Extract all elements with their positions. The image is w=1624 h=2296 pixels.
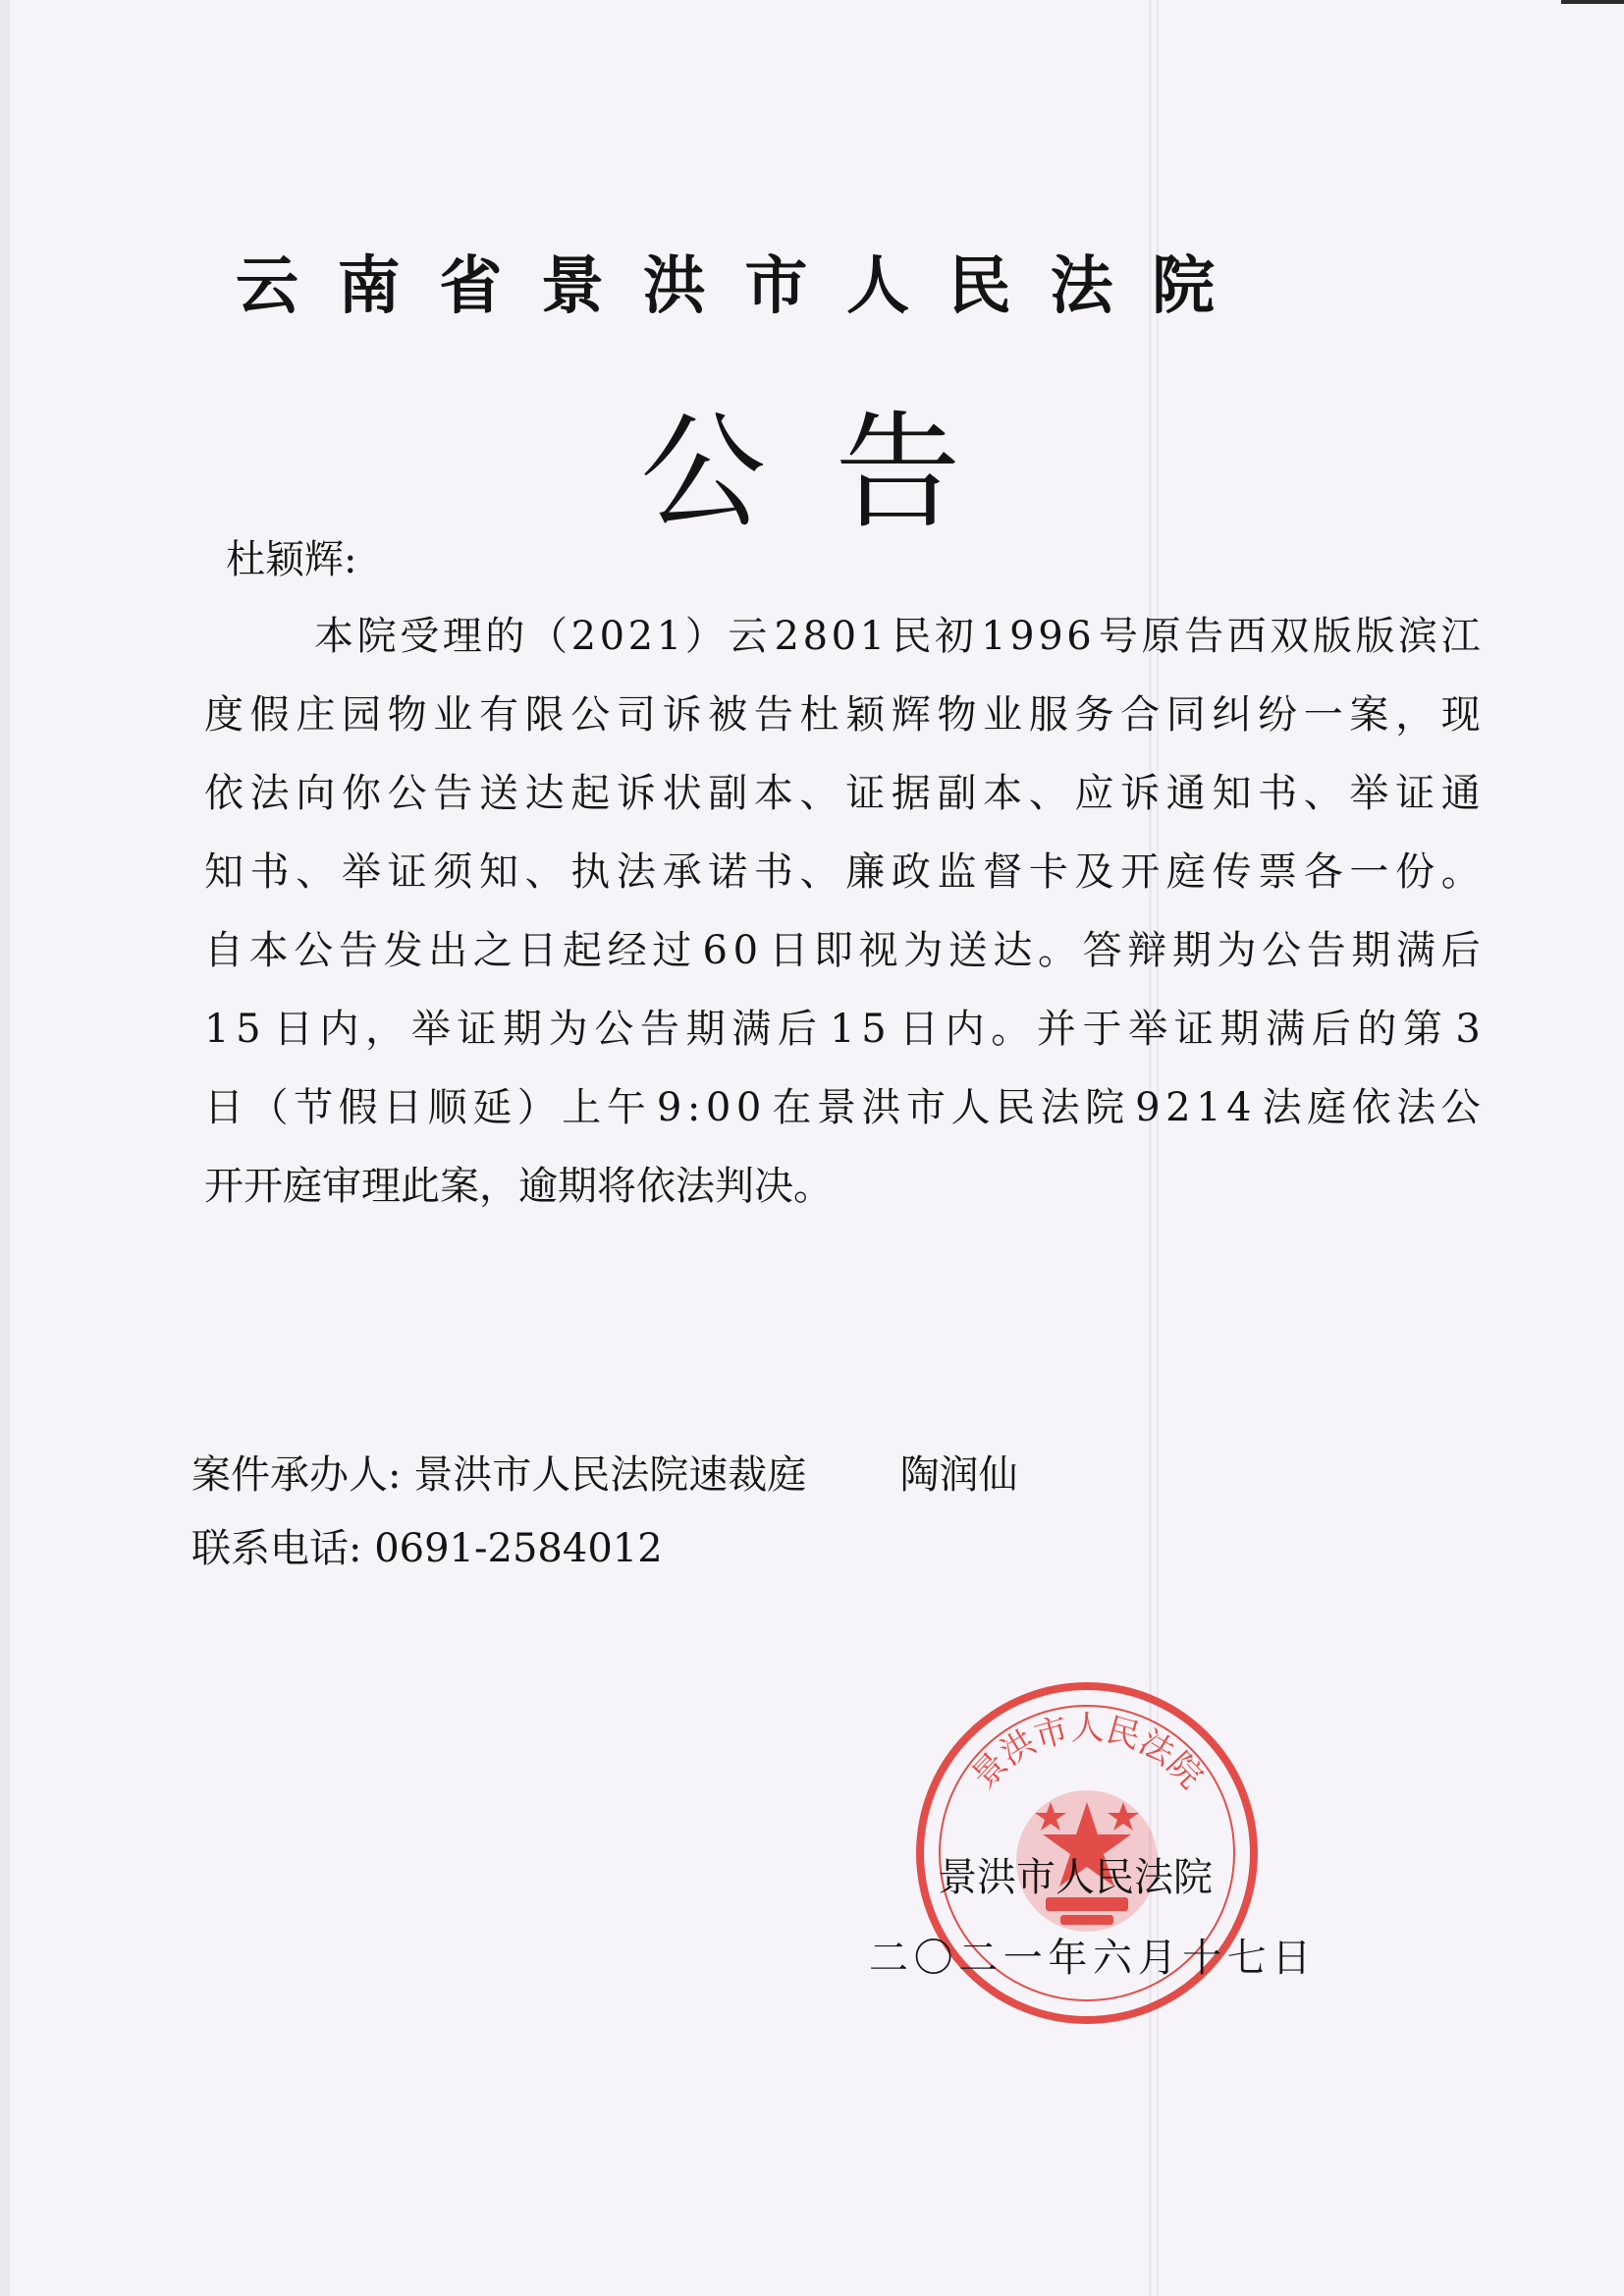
body-line: 度 假 庄 园 物 业 有 限 公 司 诉 被 告 杜 颖 辉 物 业 服 务 合 同 纠 纷 一 案 ， 现 (204, 692, 1481, 738)
signature-court-name: 景洪市人民法院 (938, 1855, 1213, 1900)
signature-date: 二〇二一年六月十七日 (869, 1936, 1317, 1981)
body-line: 知 书 、 举 证 须 知 、 执 法 承 诺 书 、 廉 政 监 督 卡 及 开 庭 传 票 各 一 份 。 (204, 849, 1481, 895)
phone-label: 联系电话: (191, 1526, 362, 1571)
scan-top-mark (1561, 0, 1624, 4)
handler-department: 景洪市人民法院速裁庭 (413, 1452, 807, 1498)
body-line: 开开庭审理此案，逾期将依法判决。 (204, 1164, 833, 1209)
notice-body (204, 597, 1481, 1226)
case-handler-line (191, 1444, 1018, 1500)
recipient-name: 杜颖辉: (226, 537, 357, 582)
contact-phone-line (191, 1517, 663, 1573)
body-line: 自 本 公 告 发 出 之 日 起 经 过 6 0 日 即 视 为 送 达 。 答 辩 期 为 公 告 期 满 后 (204, 928, 1481, 973)
document-title: 公告 (640, 400, 1030, 546)
handler-label: 案件承办人: (191, 1452, 402, 1498)
svg-text:景洪市人民法院: 景洪市人民法院 (964, 1709, 1211, 1797)
court-name-heading: 云南省景洪市人民法院 (236, 250, 1254, 323)
body-line: 日 （ 节 假 日 顺 延 ） 上 午 9 : 0 0 在 景 洪 市 人 民 法 院 9 2 1 4 法 庭 依 法 公 (204, 1085, 1481, 1130)
handler-name: 陶润仙 (899, 1452, 1018, 1498)
body-line: 1 5 日 内 ， 举 证 期 为 公 告 期 满 后 1 5 日 内 。 并 于 举 证 期 满 后 的 第 3 (204, 1007, 1481, 1052)
scan-edge-shade (0, 0, 10, 2296)
phone-number: 0691-2584012 (374, 1526, 663, 1571)
body-line: 本 院 受 理 的 （ 2 0 2 1 ） 云 2 8 0 1 民 初 1 9 9 6 号 原 告 西 双 版 版 滨 江 (314, 614, 1481, 659)
body-line: 依 法 向 你 公 告 送 达 起 诉 状 副 本 、 证 据 副 本 、 应 诉 通 知 书 、 举 证 通 (204, 771, 1481, 816)
